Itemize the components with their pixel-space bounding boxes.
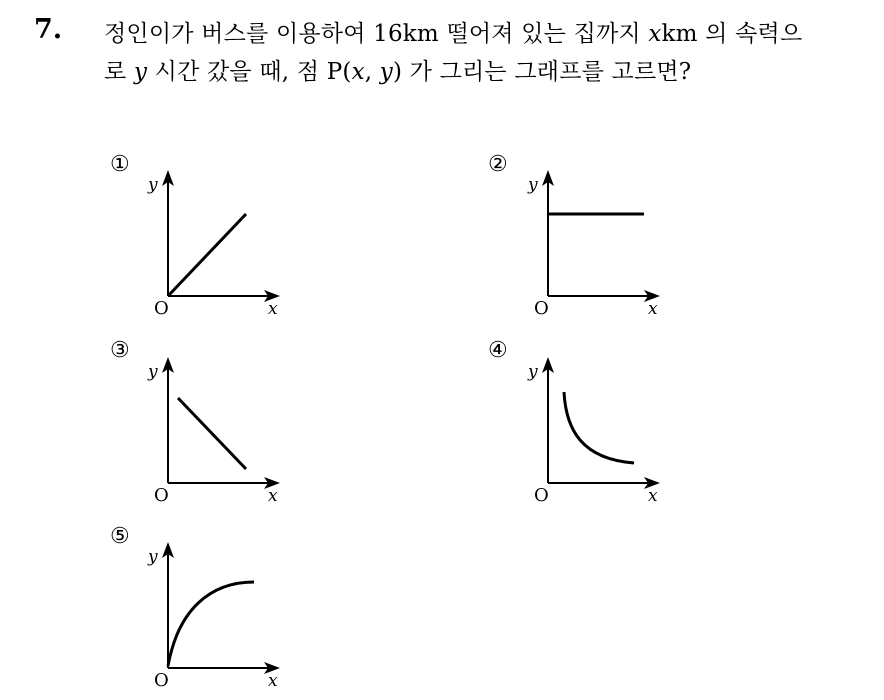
y-axis-label: y xyxy=(528,175,538,195)
option-3-number[interactable]: ③ xyxy=(110,338,130,363)
option-2-graph[interactable] xyxy=(520,168,670,328)
option-5-number[interactable]: ⑤ xyxy=(110,524,130,549)
y-axis-label: y xyxy=(148,547,158,567)
option-1-number[interactable]: ① xyxy=(110,152,130,177)
x-axis-label: x xyxy=(268,299,278,319)
option-2-number[interactable]: ② xyxy=(488,152,508,177)
graph-curve xyxy=(168,582,254,666)
x-axis-label: x xyxy=(268,486,278,506)
origin-label: O xyxy=(534,485,549,506)
y-axis-label: y xyxy=(528,362,538,382)
variable-y: y xyxy=(133,59,148,85)
graph-curve xyxy=(564,392,634,463)
option-5-graph[interactable] xyxy=(140,540,290,700)
question-number: 7. xyxy=(34,14,63,45)
question-text-part: 로 xyxy=(104,59,134,85)
origin-label: O xyxy=(154,670,169,691)
y-axis-label: y xyxy=(148,175,158,195)
variable-x: x xyxy=(648,21,662,47)
question-text-part: 시간 갔을 때, 점 P( xyxy=(147,59,352,85)
graph-curve xyxy=(178,398,246,469)
question-text-part: ) 가 그리는 그래프를 고르면? xyxy=(392,59,692,85)
question-text-part: 정인이가 버스를 이용하여 16km 떨어져 있는 집까지 xyxy=(104,21,649,47)
option-4-number[interactable]: ④ xyxy=(488,338,508,363)
x-axis-label: x xyxy=(648,486,658,506)
question-text-part: km 의 속력으 xyxy=(661,21,803,47)
origin-label: O xyxy=(154,485,169,506)
question-text-line-1 xyxy=(104,15,802,48)
variable-x: x xyxy=(351,59,365,85)
question-text-part: , xyxy=(364,59,380,85)
option-1-graph[interactable] xyxy=(140,168,290,328)
graph-curve xyxy=(168,214,246,296)
origin-label: O xyxy=(534,298,549,319)
question-text-line-2 xyxy=(104,53,691,86)
option-4-graph[interactable] xyxy=(520,355,670,515)
variable-y: y xyxy=(379,59,393,85)
y-axis-label: y xyxy=(148,362,158,382)
origin-label: O xyxy=(154,298,169,319)
option-3-graph[interactable] xyxy=(140,355,290,515)
x-axis-label: x xyxy=(648,299,658,319)
x-axis-label: x xyxy=(268,671,278,691)
